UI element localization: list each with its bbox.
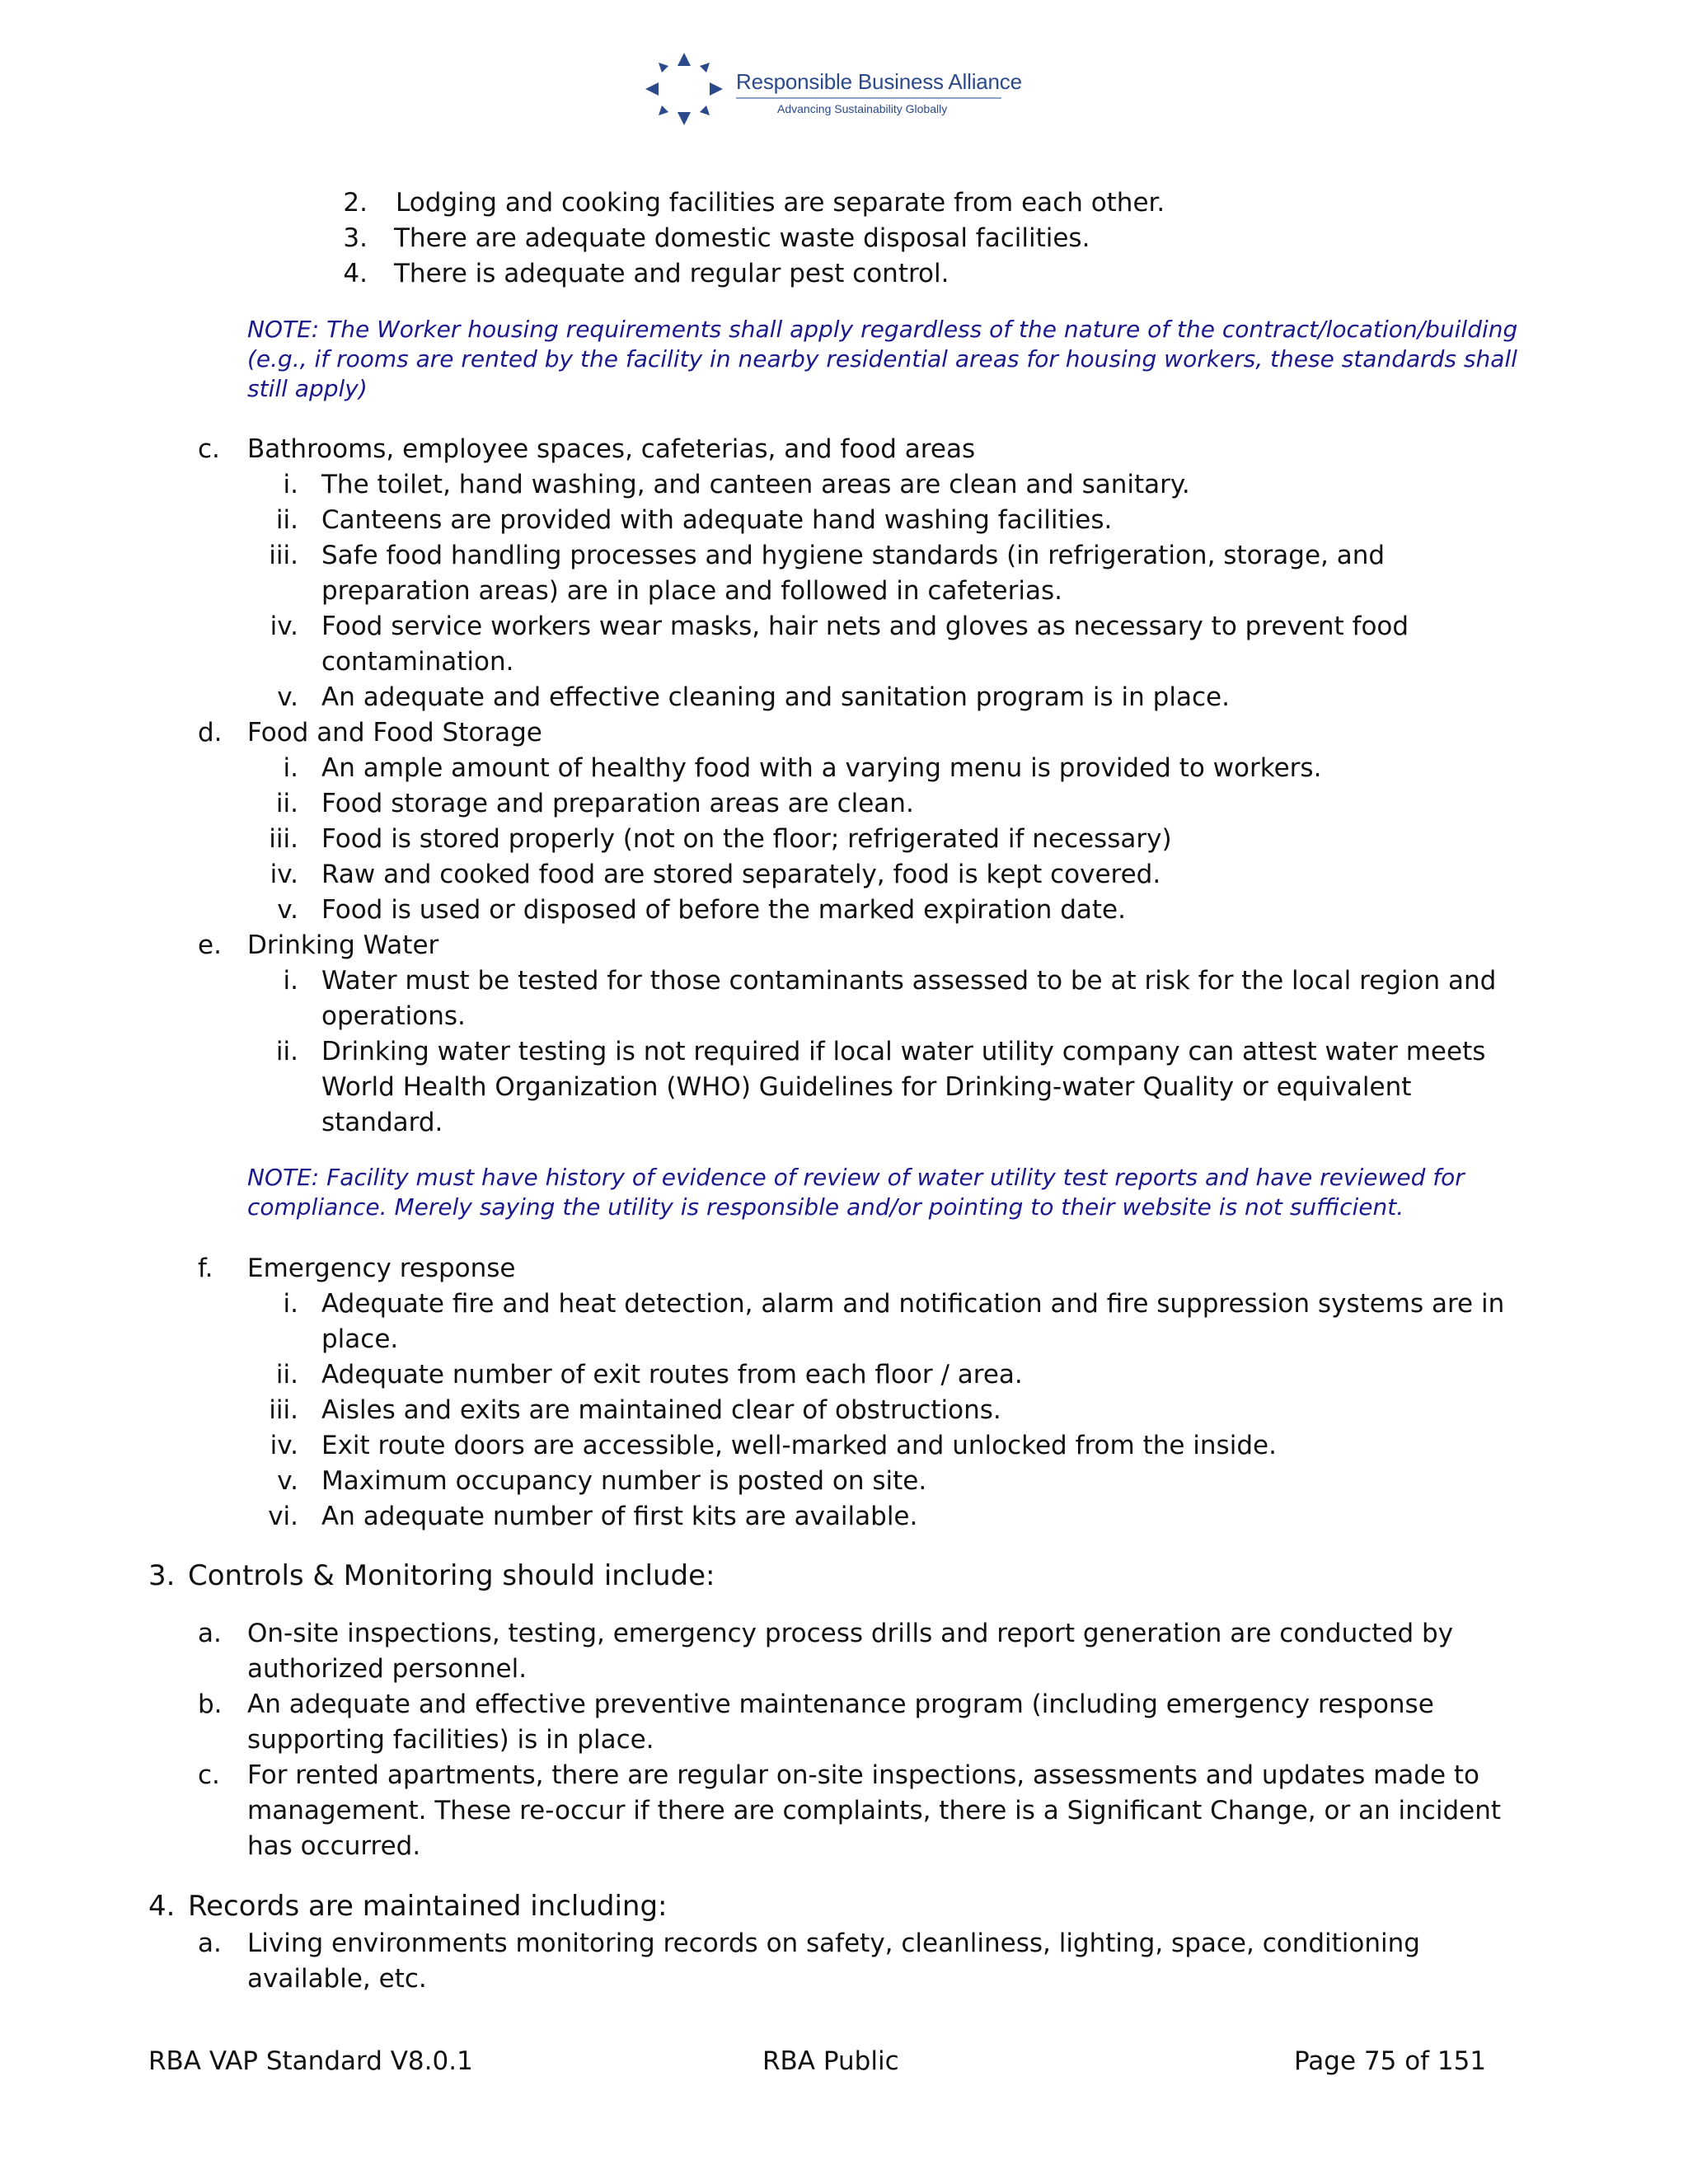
roman-number: ii. — [275, 789, 298, 818]
rba-logo — [639, 48, 1022, 134]
list-item-text: operations. — [321, 1001, 466, 1031]
list-item-text: Adequate number of exit routes from each floor / area. — [321, 1360, 1023, 1390]
section-title: Bathrooms, employee spaces, cafeterias, and food areas — [247, 434, 976, 464]
list-item-text: Lodging and cooking facilities are separate from each other. — [396, 188, 1165, 218]
section-title: Drinking Water — [247, 930, 439, 960]
list-item-text: Water must be tested for those contaminants assessed to be at risk for the local region and — [321, 966, 1497, 996]
footer-document-title: RBA VAP Standard V8.0.1 — [148, 2046, 473, 2076]
list-item-text: contamination. — [321, 647, 514, 677]
list-item-text: An adequate and effective cleaning and sanitation program is in place. — [321, 682, 1230, 712]
list-item-text: There are adequate domestic waste disposal facilities. — [394, 223, 1090, 253]
list-item-text: World Health Organization (WHO) Guidelines for Drinking-water Quality or equivalent — [321, 1072, 1412, 1102]
list-letter: b. — [198, 1690, 223, 1719]
section-label: d. — [198, 718, 223, 748]
list-letter: a. — [198, 1619, 222, 1648]
list-item-text: Food is used or disposed of before the marked expiration date. — [321, 895, 1126, 925]
list-item-text: An adequate number of first kits are available. — [321, 1502, 918, 1531]
roman-number: iii. — [269, 541, 298, 570]
roman-number: i. — [283, 1289, 298, 1319]
roman-number: i. — [283, 753, 298, 783]
roman-number: i. — [283, 966, 298, 996]
list-item-text: Living environments monitoring records on safety, cleanliness, lighting, space, conditioning — [247, 1929, 1420, 1958]
roman-number: iv. — [270, 612, 298, 641]
list-item-text: On-site inspections, testing, emergency process drills and report generation are conducted by — [247, 1619, 1454, 1648]
roman-number: ii. — [275, 1037, 298, 1066]
list-number: 2. — [343, 188, 368, 218]
list-item-text: There is adequate and regular pest control. — [394, 259, 950, 288]
list-number: 4. — [343, 259, 368, 288]
roman-number: v. — [277, 1466, 298, 1496]
footer-page-number: Page 75 of 151 — [1294, 2046, 1487, 2076]
list-item-text: Canteens are provided with adequate hand washing facilities. — [321, 505, 1113, 535]
list-item-text: An adequate and effective preventive maintenance program (including emergency response — [247, 1690, 1434, 1719]
logo-tagline: Advancing Sustainability Globally — [777, 102, 948, 115]
section-number: 4. — [148, 1890, 176, 1923]
list-item-text: Food service workers wear masks, hair nets and gloves as necessary to prevent food — [321, 612, 1409, 641]
section-label: e. — [198, 930, 222, 960]
roman-number: iii. — [269, 1395, 298, 1425]
compass-logo-icon — [639, 48, 729, 130]
list-item-text: available, etc. — [247, 1964, 427, 1994]
list-item-text: standard. — [321, 1108, 443, 1137]
roman-number: iv. — [270, 860, 298, 889]
logo-divider — [736, 97, 1001, 99]
roman-number: vi. — [268, 1502, 298, 1531]
section-heading: Controls & Monitoring should include: — [188, 1559, 715, 1592]
section-title: Food and Food Storage — [247, 718, 542, 748]
section-label: f. — [198, 1254, 213, 1283]
note-line: still apply) — [247, 375, 368, 402]
roman-number: i. — [283, 470, 298, 499]
list-item-text: The toilet, hand washing, and canteen areas are clean and sanitary. — [321, 470, 1190, 499]
note-line: compliance. Merely saying the utility is responsible and/or pointing to their website is not sufficient. — [247, 1193, 1404, 1221]
roman-number: ii. — [275, 1360, 298, 1390]
list-item-text: Exit route doors are accessible, well-marked and unlocked from the inside. — [321, 1431, 1277, 1460]
list-item-text: Aisles and exits are maintained clear of obstructions. — [321, 1395, 1001, 1425]
list-item-text: supporting facilities) is in place. — [247, 1725, 654, 1755]
list-item-text: For rented apartments, there are regular on-site inspections, assessments and updates made to — [247, 1760, 1480, 1790]
list-item-text: An ample amount of healthy food with a varying menu is provided to workers. — [321, 753, 1322, 783]
list-item-text: Food is stored properly (not on the floor; refrigerated if necessary) — [321, 824, 1172, 854]
section-title: Emergency response — [247, 1254, 516, 1283]
list-item-text: Drinking water testing is not required if local water utility company can attest water meets — [321, 1037, 1486, 1066]
note-line: NOTE: The Worker housing requirements shall apply regardless of the nature of the contract/location/building — [247, 316, 1518, 343]
list-item-text: has occurred. — [247, 1831, 421, 1861]
list-number: 3. — [343, 223, 368, 253]
roman-number: ii. — [275, 505, 298, 535]
list-item-text: preparation areas) are in place and followed in cafeterias. — [321, 576, 1062, 606]
list-letter: c. — [198, 1760, 220, 1790]
list-letter: a. — [198, 1929, 222, 1958]
note-line: NOTE: Facility must have history of evidence of review of water utility test reports and have reviewed for — [247, 1164, 1465, 1191]
section-label: c. — [198, 434, 220, 464]
section-heading: Records are maintained including: — [188, 1890, 668, 1923]
list-item-text: Adequate fire and heat detection, alarm and notification and fire suppression systems are in — [321, 1289, 1505, 1319]
logo-name: Responsible Business Alliance — [736, 69, 1022, 94]
note-line: (e.g., if rooms are rented by the facility in nearby residential areas for housing workers, these standards shall — [247, 345, 1517, 373]
roman-number: v. — [277, 682, 298, 712]
roman-number: iv. — [270, 1431, 298, 1460]
roman-number: iii. — [269, 824, 298, 854]
list-item-text: Raw and cooked food are stored separately, food is kept covered. — [321, 860, 1161, 889]
list-item-text: place. — [321, 1324, 399, 1354]
footer-classification: RBA Public — [762, 2046, 899, 2076]
list-item-text: management. These re-occur if there are complaints, there is a Significant Change, or an incident — [247, 1796, 1502, 1825]
list-item-text: Food storage and preparation areas are clean. — [321, 789, 914, 818]
list-item-text: authorized personnel. — [247, 1654, 528, 1684]
list-item-text: Maximum occupancy number is posted on site. — [321, 1466, 927, 1496]
section-number: 3. — [148, 1559, 176, 1592]
roman-number: v. — [277, 895, 298, 925]
list-item-text: Safe food handling processes and hygiene standards (in refrigeration, storage, and — [321, 541, 1386, 570]
